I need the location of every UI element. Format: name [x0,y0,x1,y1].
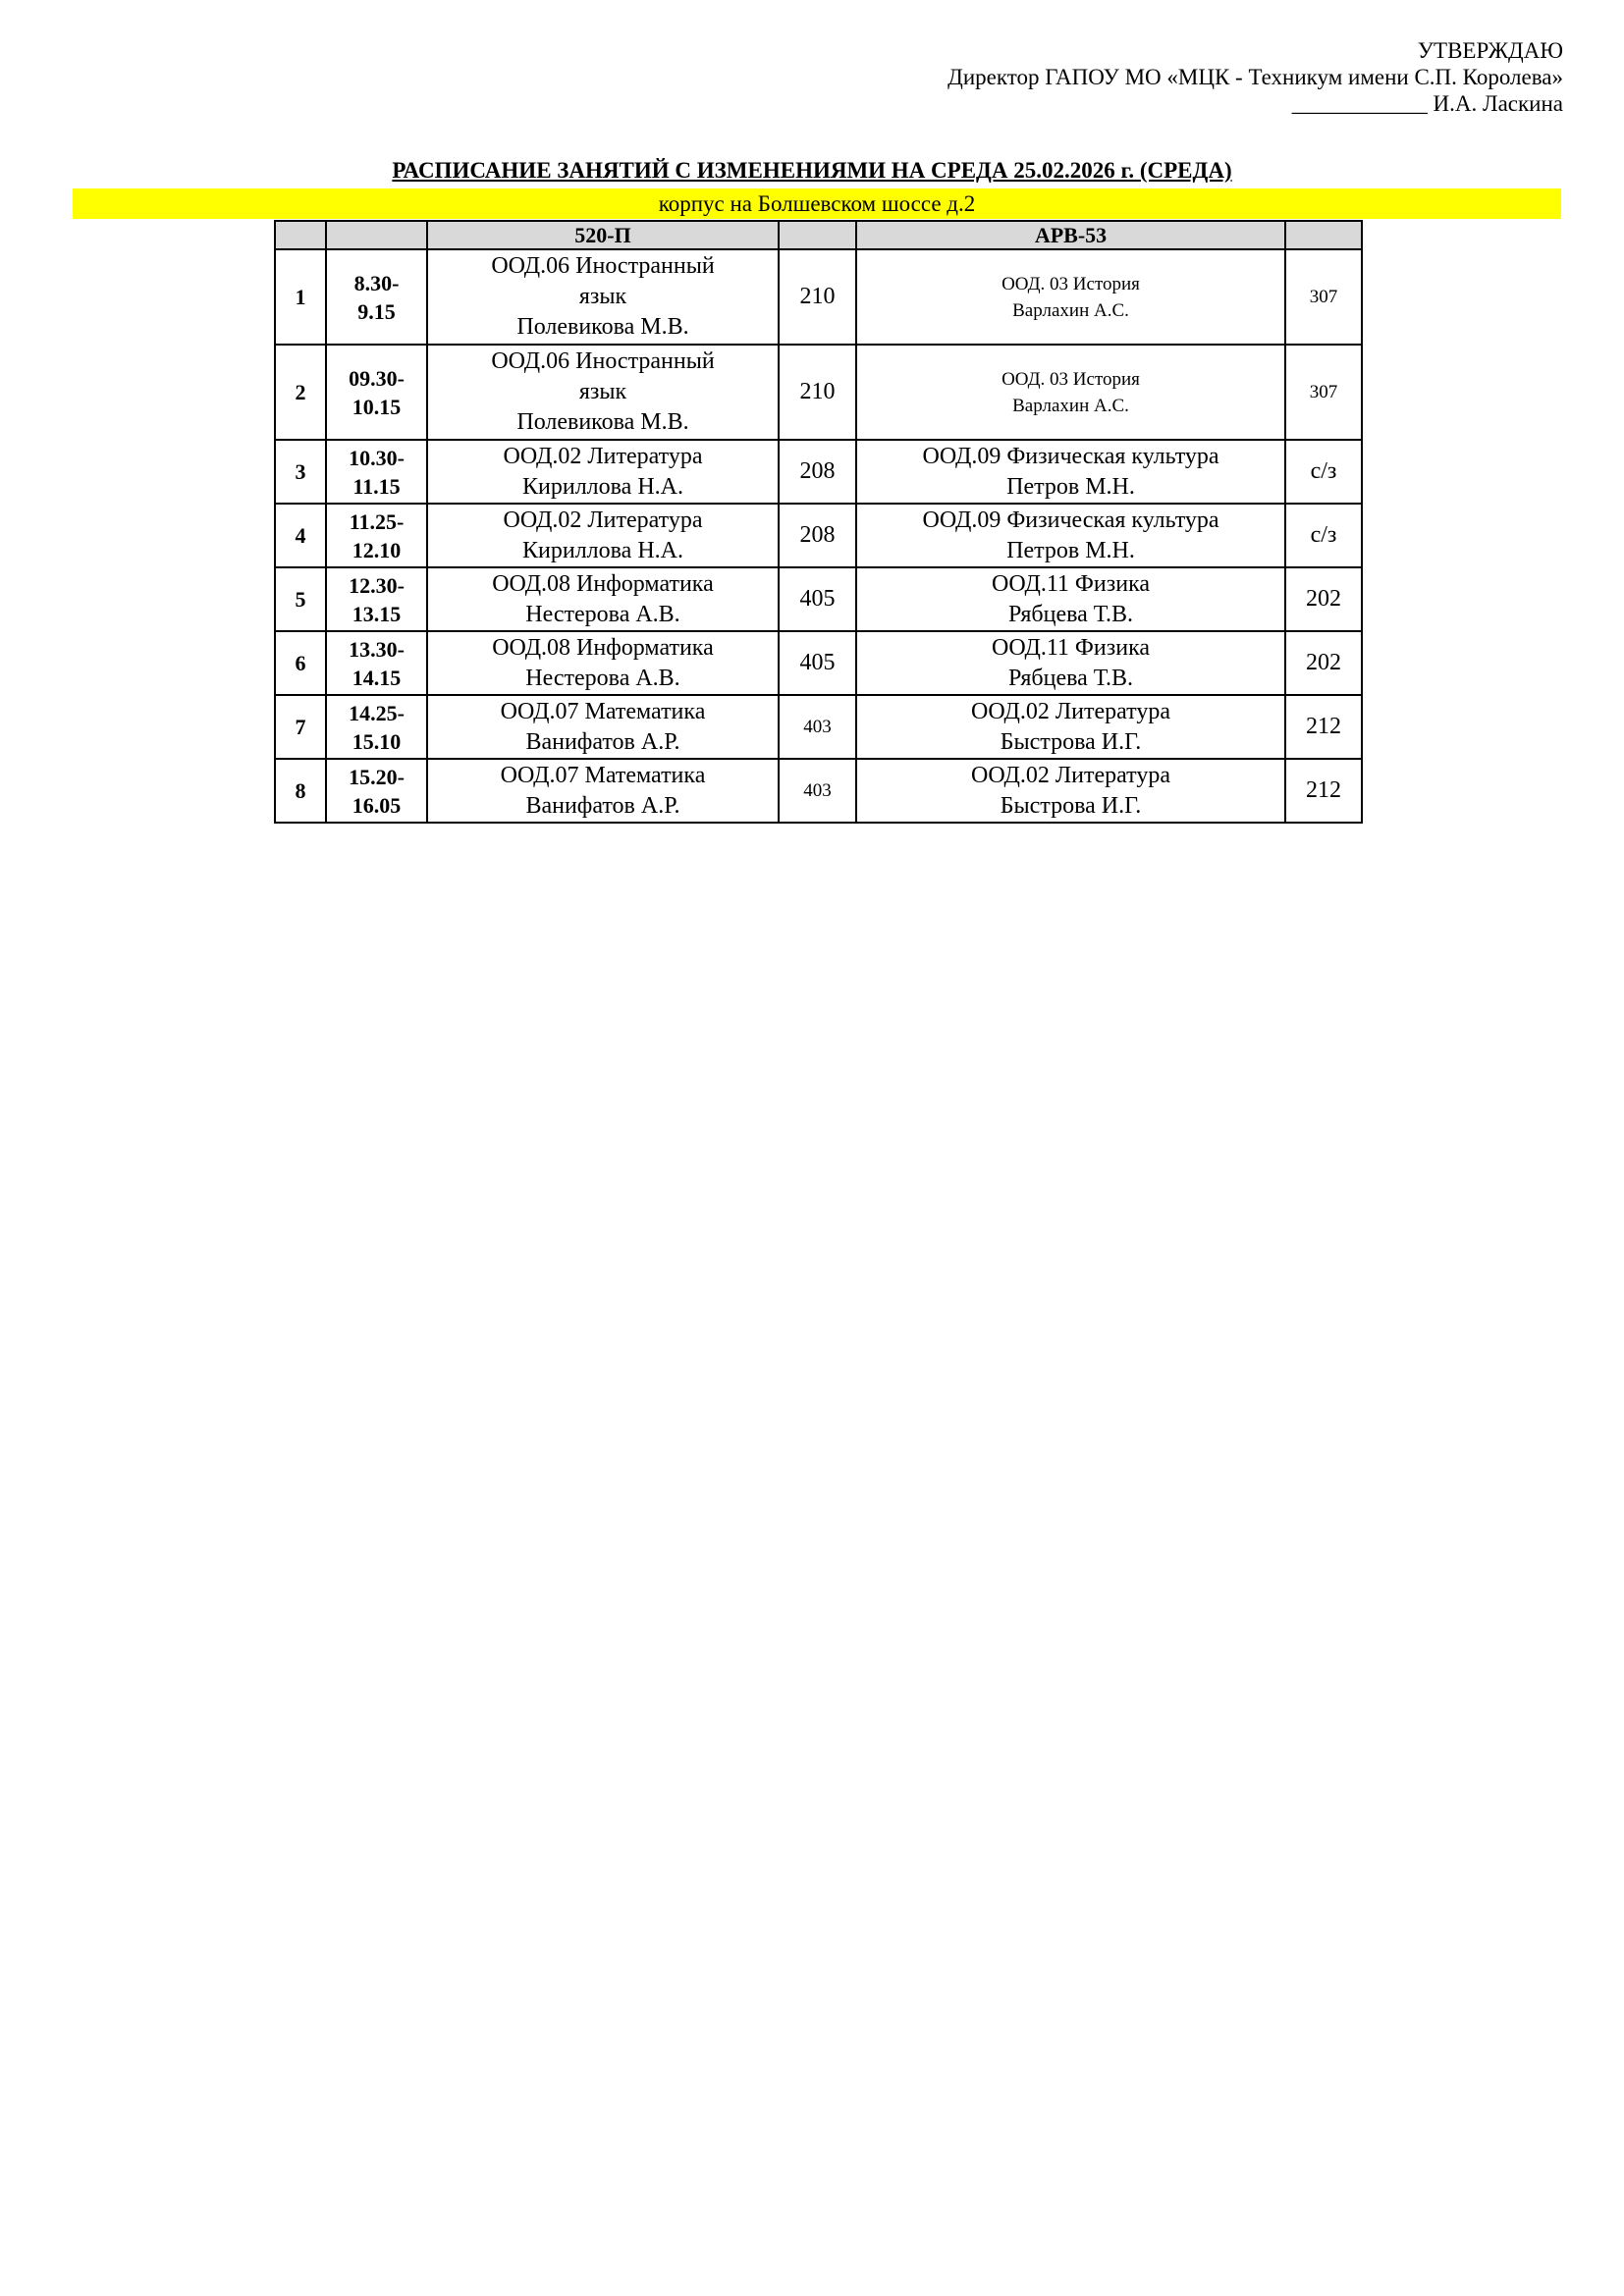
lesson-time: 8.30- 9.15 [326,249,427,345]
header-empty-num [275,221,326,249]
lesson-time: 11.25- 12.10 [326,504,427,567]
lesson-room: 202 [1285,567,1362,631]
location-banner: корпус на Болшевском шоссе д.2 [73,188,1561,219]
lesson-number: 2 [275,345,326,440]
table-row [275,631,1362,695]
lesson-subject: ООД. 03 История Варлахин А.С. [856,249,1285,345]
lesson-subject: ООД.08 Информатика Нестерова А.В. [427,567,779,631]
lesson-time: 10.30- 11.15 [326,440,427,504]
lesson-room: с/з [1285,504,1362,567]
lesson-room: 210 [779,249,856,345]
page-title: РАСПИСАНИЕ ЗАНЯТИЙ С ИЗМЕНЕНИЯМИ НА СРЕДА 25.02.2026 г. (СРЕДА) [392,158,1232,183]
lesson-number: 8 [275,759,326,823]
table-row [275,440,1362,504]
lesson-room: с/з [1285,440,1362,504]
table-row [275,504,1362,567]
lesson-number: 5 [275,567,326,631]
table-header-row [275,221,1362,249]
lesson-time: 09.30- 10.15 [326,345,427,440]
lesson-room: 405 [779,631,856,695]
lesson-subject: ООД.02 Литература Кириллова Н.А. [427,504,779,567]
lesson-room: 307 [1285,345,1362,440]
lesson-subject: ООД.11 Физика Рябцева Т.В. [856,631,1285,695]
lesson-subject: ООД.09 Физическая культура Петров М.Н. [856,440,1285,504]
lesson-subject: ООД.08 Информатика Нестерова А.В. [427,631,779,695]
lesson-room: 212 [1285,759,1362,823]
lesson-room: 208 [779,440,856,504]
lesson-room: 403 [779,759,856,823]
lesson-room: 405 [779,567,856,631]
table-row [275,249,1362,345]
lesson-room: 202 [1285,631,1362,695]
lesson-subject: ООД.06 Иностранный язык Полевикова М.В. [427,345,779,440]
header-empty-room [1285,221,1362,249]
header-empty-room [779,221,856,249]
lesson-subject: ООД.07 Математика Ванифатов А.Р. [427,695,779,759]
lesson-room: 208 [779,504,856,567]
lesson-subject: ООД.06 Иностранный язык Полевикова М.В. [427,249,779,345]
lesson-number: 3 [275,440,326,504]
table-row [275,567,1362,631]
lesson-room: 307 [1285,249,1362,345]
table-row [275,345,1362,440]
lesson-room: 403 [779,695,856,759]
lesson-number: 1 [275,249,326,345]
lesson-subject: ООД.09 Физическая культура Петров М.Н. [856,504,1285,567]
group-header: 520-П [427,221,779,249]
lesson-subject: ООД.02 Литература Быстрова И.Г. [856,759,1285,823]
lesson-room: 212 [1285,695,1362,759]
schedule-table [274,220,1363,824]
lesson-subject: ООД.11 Физика Рябцева Т.В. [856,567,1285,631]
header-empty-time [326,221,427,249]
approval-block [947,37,1563,117]
lesson-subject: ООД.02 Литература Кириллова Н.А. [427,440,779,504]
lesson-time: 12.30- 13.15 [326,567,427,631]
lesson-time: 13.30- 14.15 [326,631,427,695]
lesson-time: 14.25- 15.10 [326,695,427,759]
lesson-subject: ООД. 03 История Варлахин А.С. [856,345,1285,440]
lesson-number: 4 [275,504,326,567]
lesson-room: 210 [779,345,856,440]
lesson-time: 15.20- 16.05 [326,759,427,823]
lesson-subject: ООД.02 Литература Быстрова И.Г. [856,695,1285,759]
lesson-subject: ООД.07 Математика Ванифатов А.Р. [427,759,779,823]
approval-director: Директор ГАПОУ МО «МЦК - Техникум имени С.П. Королева» [947,65,1563,89]
group-header: АРВ-53 [856,221,1285,249]
lesson-number: 7 [275,695,326,759]
table-row [275,759,1362,823]
approval-signature: ____________ И.А. Ласкина [1291,91,1563,116]
lesson-number: 6 [275,631,326,695]
approval-heading: УТВЕРЖДАЮ [1417,38,1563,63]
table-row [275,695,1362,759]
